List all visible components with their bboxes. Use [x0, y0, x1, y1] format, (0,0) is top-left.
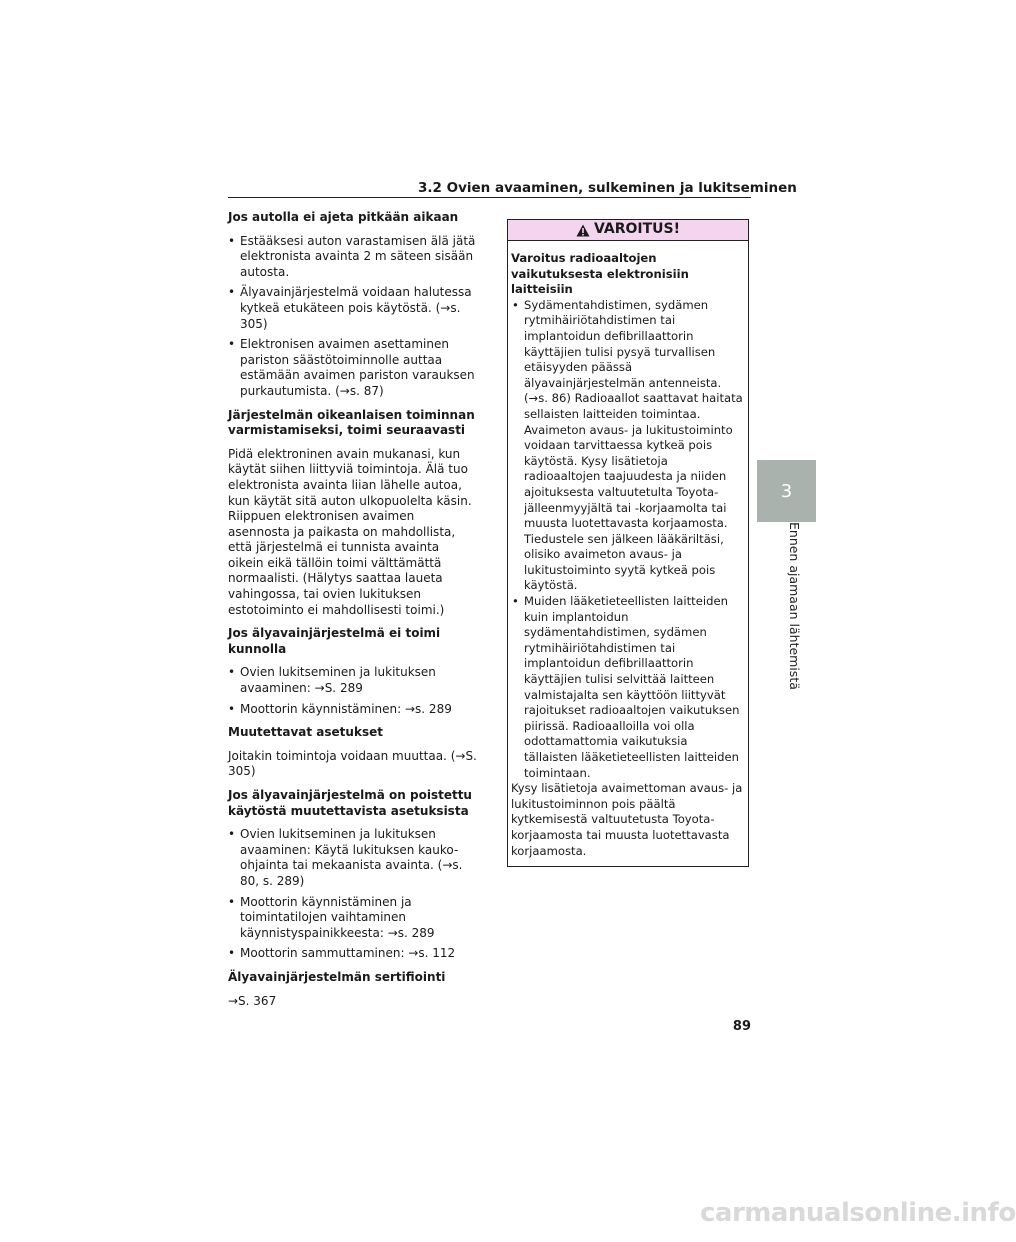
- list-item: • Ovien lukitseminen ja lukituksen avaaminen: Käytä lukituksen kauko-ohjainta tai mekaanista avainta. (→s. 80, s. 289): [228, 827, 478, 889]
- header-rule: [228, 197, 751, 198]
- list-long-storage: [228, 234, 478, 400]
- chapter-number: 3: [780, 480, 793, 502]
- list-item: • Estääksesi auton varastamisen älä jätä elektronista avainta 2 m säteen sisään autosta.: [228, 234, 478, 281]
- list-item: • Moottorin käynnistäminen: →s. 289: [228, 702, 478, 718]
- section-title: 3.2 Ovien avaaminen, sulkeminen ja lukitseminen: [418, 180, 797, 196]
- heading-custom-settings: Muutettavat asetukset: [228, 725, 383, 740]
- warning-list: [511, 298, 744, 781]
- list-item: • Elektronisen avaimen asettaminen pariston säästötoiminnolle auttaa estämään avaimen pariston varauksen purkautumista. (→s. 87): [228, 337, 478, 399]
- warning-title: VAROITUS!: [594, 221, 680, 238]
- heading-disabled: Jos älyavainjärjestelmä on poistettu käytöstä muutettavista asetuksista: [228, 788, 472, 818]
- chapter-label: Ennen ajamaan lähtemistä: [787, 522, 802, 690]
- paragraph-custom-settings: Joitakin toimintoja voidaan muuttaa. (→S. 305): [228, 748, 477, 779]
- heading-certification: Älyavainjärjestelmän sertifiointi: [228, 969, 446, 984]
- list-disabled: [228, 827, 478, 962]
- paragraph-certification: →S. 367: [228, 993, 277, 1008]
- list-item: • Muiden lääketieteellisten laitteiden kuin implantoidun sydämentahdistimen, sydämen rytmihäiriötahdistimen tai implantoidun defibrillaattorin käyttäjien tulisi selvittää laitteen valmistajalta sen käyttöön liittyvät rajoitukset radioaaltojen vaikutuksen piirissä. Radioaalloilla voi olla odottamattomia vaikutuksia tällaisten lääketieteellisten laitteiden toimintaan.: [511, 594, 744, 781]
- list-item: • Moottorin käynnistäminen ja toimintatilojen vaihtaminen käynnistyspainikkeesta: →s. 289: [228, 895, 478, 942]
- heading-long-storage: Jos autolla ei ajeta pitkään aikaan: [228, 210, 459, 224]
- main-column: [228, 210, 478, 1017]
- warning-subtitle: Varoitus radioaaltojen vaikutuksesta elektronisiin laitteisiin: [511, 251, 689, 297]
- list-not-working: [228, 665, 478, 717]
- warning-footer: Kysy lisätietoja avaimettoman avaus- ja lukitustoiminnon pois päältä kytkemisestä valtuutetusta Toyota-korjaamosta tai muusta luotettavasta korjaamosta.: [511, 781, 743, 858]
- paragraph-proper-operation: Pidä elektroninen avain mukanasi, kun käytät siihen liittyviä toimintoja. Älä tuo elektronista avainta liian lähelle autoa, kun käytät sitä auton ulkopuolelta käsin. Riippuen elektronisen avaimen asennosta ja paikasta on mahdollista, että järjestelmä ei tunnista avainta oikein eikä tällöin toimi välttämättä normaalisti. (Hälytys saattaa laueta vahingossa, tai ovien lukituksen estotoiminto ei mahdollisesti toimi.): [228, 446, 472, 617]
- heading-proper-operation: Järjestelmän oikeanlaisen toiminnan varmistamiseksi, toimi seuraavasti: [228, 407, 475, 438]
- list-item: • Ovien lukitseminen ja lukituksen avaaminen: →S. 289: [228, 665, 478, 696]
- page-number: 89: [732, 1019, 751, 1034]
- warning-icon: [576, 224, 590, 237]
- warning-header: [508, 220, 748, 241]
- list-item: • Älyavainjärjestelmä voidaan halutessa kytkeä etukäteen pois käytöstä. (→s. 305): [228, 285, 478, 332]
- warning-body: [508, 241, 748, 863]
- chapter-tab: [757, 460, 816, 522]
- heading-not-working: Jos älyavainjärjestelmä ei toimi kunnolla: [228, 626, 441, 656]
- list-item: • Moottorin sammuttaminen: →s. 112: [228, 946, 478, 962]
- list-item: • Sydämentahdistimen, sydämen rytmihäiriötahdistimen tai implantoidun defibrillaattorin käyttäjien tulisi pysyä turvallisen etäisyyden päässä älyavainjärjestelmän antenneista. (→s. 86) Radioaallot saattavat haitata sellaisten laitteiden toimintaa. Avaimeton avaus- ja lukitustoiminto voidaan tarvittaessa kytkeä pois käytöstä. Kysy lisätietoja radioaaltojen taajuudesta ja niiden ajoituksesta valtuutetulta Toyota-jälleenmyyjältä tai -korjaamolta tai muusta luotettavasta korjaamosta. Tiedustele sen jälkeen lääkäriltäsi, olisiko avaimeton avaus- ja lukitustoiminto syytä kytkeä pois käytöstä.: [511, 298, 744, 594]
- watermark: carmanualsonline.info: [700, 1198, 1016, 1228]
- warning-box: [507, 219, 749, 867]
